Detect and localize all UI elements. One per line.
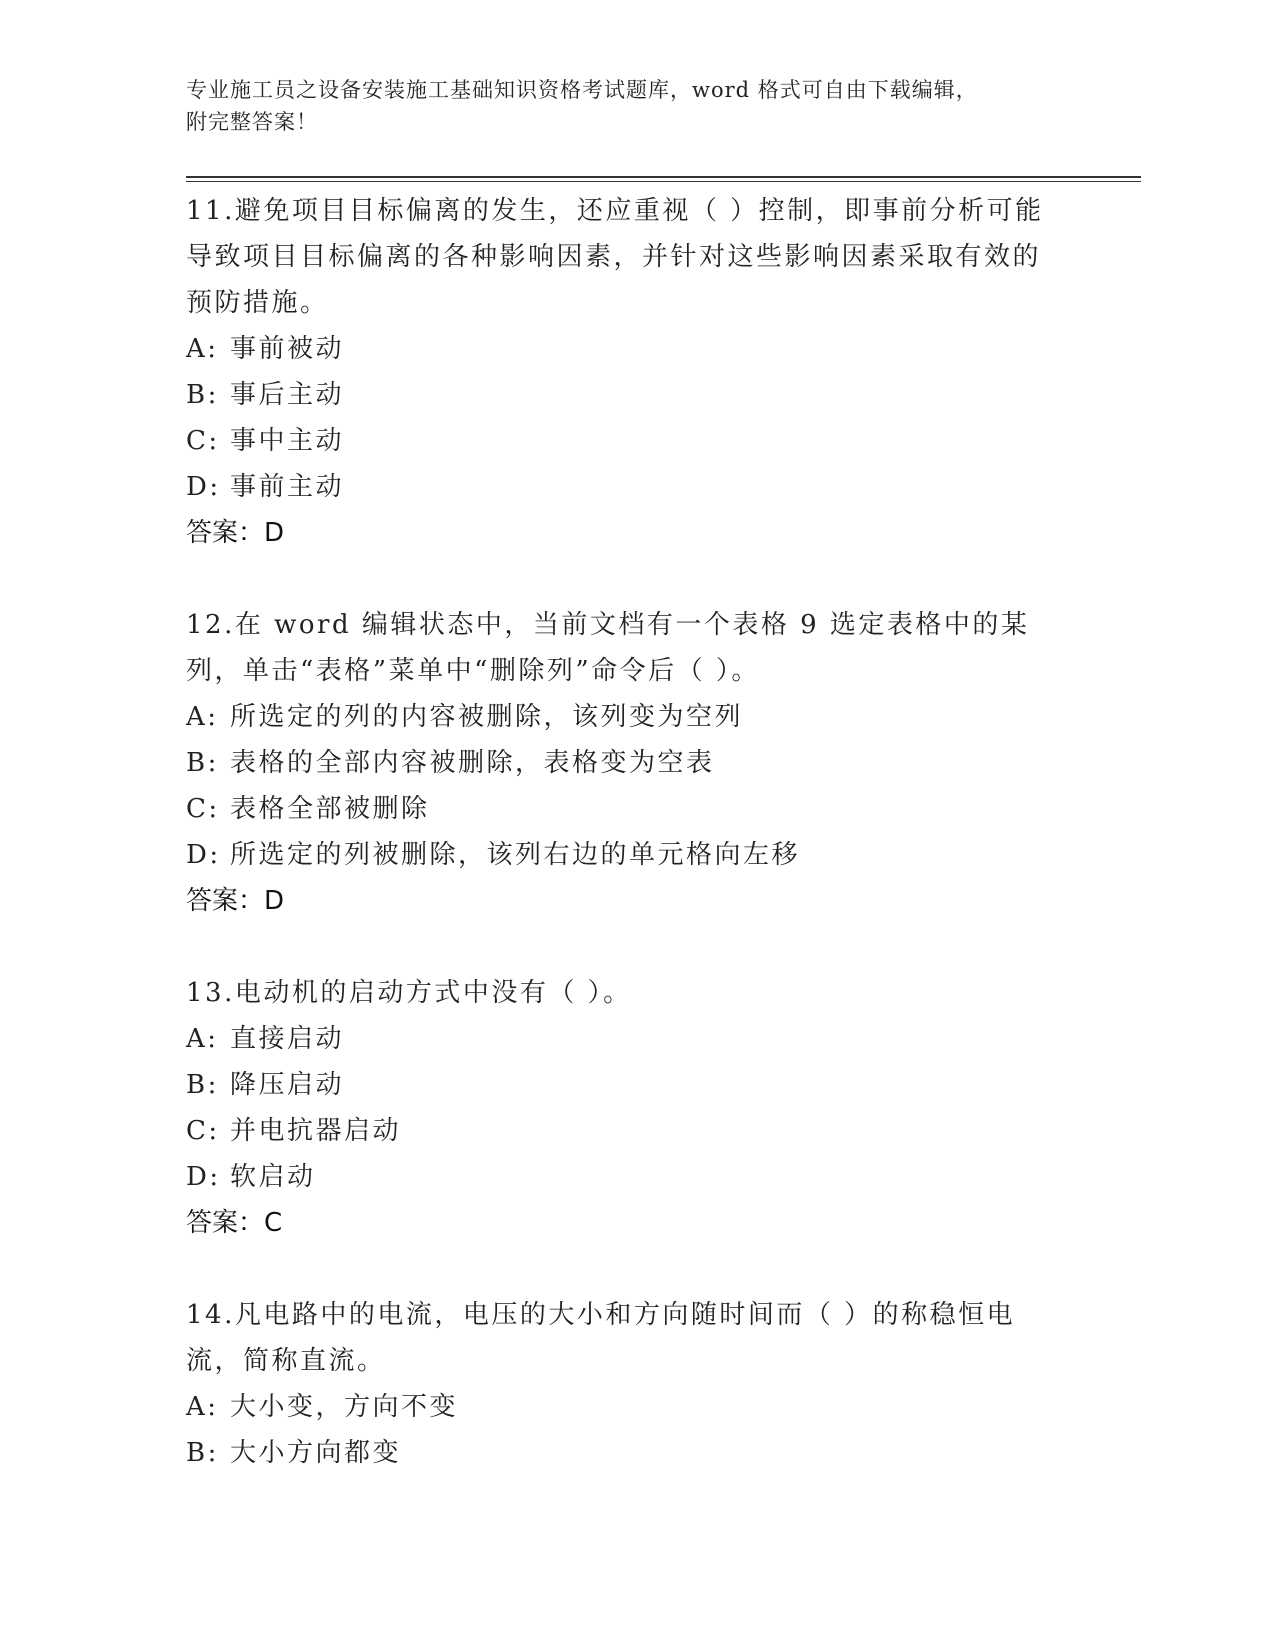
option-text: 事中主动 xyxy=(230,426,345,456)
option-letter: A: xyxy=(186,334,219,364)
option-text: 直接启动 xyxy=(230,1024,345,1054)
option-text: 软启动 xyxy=(230,1162,316,1192)
option-letter: B: xyxy=(186,748,219,778)
option-b xyxy=(186,372,1066,418)
option-letter: B: xyxy=(186,1438,219,1468)
header-divider-thin xyxy=(186,181,1141,182)
option-letter: A: xyxy=(186,1392,219,1422)
option-text: 所选定的列被删除，该列右边的单元格向左移 xyxy=(230,840,801,870)
option-letter: B: xyxy=(186,1070,219,1100)
question-14 xyxy=(186,1292,1066,1476)
option-text: 事前被动 xyxy=(230,334,345,364)
question-12 xyxy=(186,602,1066,924)
option-letter: C: xyxy=(186,794,220,824)
option-letter: D: xyxy=(186,1162,221,1192)
option-b xyxy=(186,1430,1066,1476)
option-text: 降压启动 xyxy=(230,1070,345,1100)
question-stem: 11.避免项目目标偏离的发生，还应重视（ ）控制，即事前分析可能导致项目目标偏离的各种影响因素，并针对这些影响因素采取有效的预防措施。 xyxy=(186,196,1044,318)
option-text: 事前主动 xyxy=(230,472,345,502)
option-text: 所选定的列的内容被删除，该列变为空列 xyxy=(230,702,744,732)
option-letter: A: xyxy=(186,1024,219,1054)
question-stem: 13.电动机的启动方式中没有（ ）。 xyxy=(186,978,632,1008)
header-divider-thick xyxy=(186,176,1141,178)
question-list xyxy=(186,188,1066,1522)
option-a xyxy=(186,326,1066,372)
option-a xyxy=(186,1384,1066,1430)
option-letter: C: xyxy=(186,1116,220,1146)
option-c xyxy=(186,418,1066,464)
option-text: 表格的全部内容被删除，表格变为空表 xyxy=(230,748,715,778)
option-c xyxy=(186,786,1066,832)
option-d xyxy=(186,464,1066,510)
question-13 xyxy=(186,970,1066,1246)
answer-label: 答案：D xyxy=(186,886,285,916)
option-d xyxy=(186,832,1066,878)
header-line-2: 附完整答案！ xyxy=(186,110,318,134)
option-letter: D: xyxy=(186,472,221,502)
option-text: 事后主动 xyxy=(230,380,345,410)
option-letter: C: xyxy=(186,426,220,456)
option-text: 大小方向都变 xyxy=(230,1438,402,1468)
option-letter: A: xyxy=(186,702,219,732)
question-11 xyxy=(186,188,1066,556)
option-a xyxy=(186,1016,1066,1062)
option-text: 并电抗器启动 xyxy=(230,1116,402,1146)
question-stem: 12.在 word 编辑状态中，当前文档有一个表格 9 选定表格中的某列，单击“表格”菜单中“删除列”命令后（ ）。 xyxy=(186,610,1030,686)
option-b xyxy=(186,740,1066,786)
header-line-1: 专业施工员之设备安装施工基础知识资格考试题库，word 格式可自由下载编辑， xyxy=(186,78,978,102)
answer-label: 答案：C xyxy=(186,1208,283,1238)
option-b xyxy=(186,1062,1066,1108)
option-letter: D: xyxy=(186,840,221,870)
option-text: 大小变，方向不变 xyxy=(230,1392,459,1422)
option-d xyxy=(186,1154,1066,1200)
option-a xyxy=(186,694,1066,740)
option-letter: B: xyxy=(186,380,219,410)
option-c xyxy=(186,1108,1066,1154)
option-text: 表格全部被删除 xyxy=(230,794,430,824)
document-header xyxy=(186,74,1066,138)
question-stem: 14.凡电路中的电流，电压的大小和方向随时间而（ ）的称稳恒电流，简称直流。 xyxy=(186,1300,1016,1376)
answer-label: 答案：D xyxy=(186,518,285,548)
